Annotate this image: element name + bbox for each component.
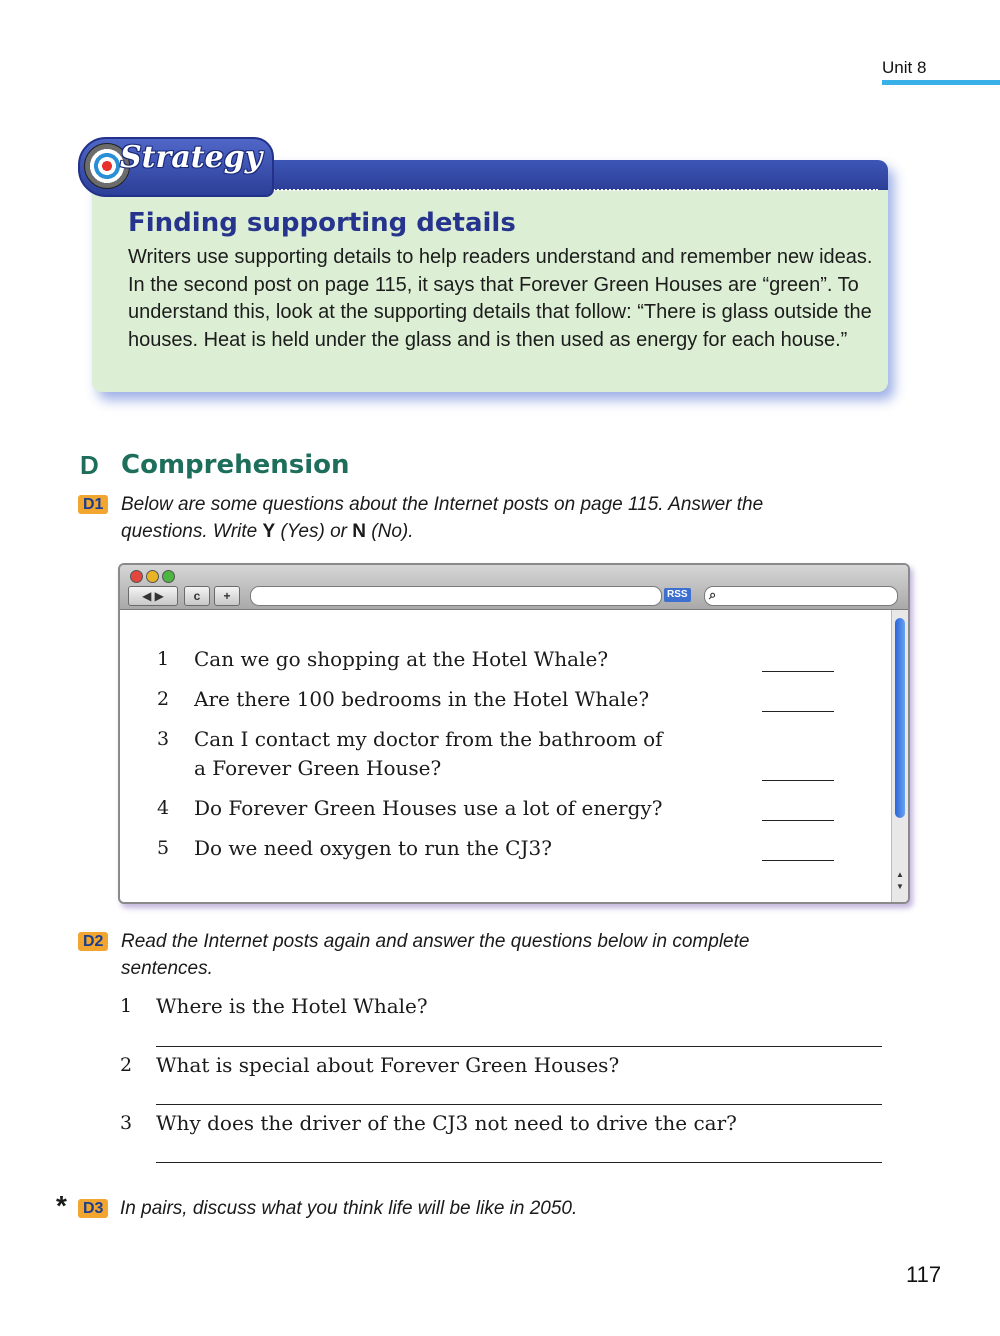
- back-forward-button[interactable]: ◀ ▶: [128, 586, 178, 606]
- challenge-star: *: [56, 1190, 67, 1221]
- d1-q5-number: 5: [157, 837, 170, 859]
- d1-q5-answer-blank[interactable]: [762, 860, 834, 861]
- d2-instruction: Read the Internet posts again and answer the questions below in complete sentences.: [121, 931, 750, 979]
- section-title: Comprehension: [121, 450, 350, 480]
- d1-q4-number: 4: [157, 797, 170, 819]
- d1-q3-text: Can I contact my doctor from the bathroom of: [194, 727, 663, 751]
- d1-q3-number: 3: [157, 728, 170, 750]
- d1-n-letter: N: [352, 521, 366, 542]
- d1-badge: D1: [78, 495, 108, 514]
- d1-instruction: [121, 491, 851, 545]
- d2-q1-number: 1: [120, 995, 133, 1017]
- unit-accent-bar: [882, 80, 1000, 85]
- d1-no-text: (No).: [366, 521, 414, 542]
- strategy-body: Writers use supporting details to help readers understand and remember new ideas. In the second post on page 115, it says that Forever Green Houses are “green”. To understand this, look at the supporting details that follow: “There is glass outside the houses. Heat is held under the glass and is then used as energy for each house.”: [128, 246, 873, 351]
- minimize-dot-icon[interactable]: [146, 570, 159, 583]
- d1-y-letter: Y: [262, 521, 276, 542]
- d2-q3-text: Why does the driver of the CJ3 not need to drive the car?: [156, 1111, 737, 1135]
- close-dot-icon[interactable]: [130, 570, 143, 583]
- scrollbar[interactable]: [891, 610, 908, 902]
- scroll-down-icon[interactable]: ▼: [896, 882, 904, 891]
- strategy-tab-label: Strategy: [120, 140, 263, 175]
- scroll-thumb[interactable]: [895, 618, 905, 818]
- reload-button[interactable]: c: [184, 586, 210, 606]
- scroll-up-icon[interactable]: ▲: [896, 870, 904, 879]
- d3-badge: D3: [78, 1199, 108, 1218]
- d1-q2-number: 2: [157, 688, 170, 710]
- d2-q3-number: 3: [120, 1112, 133, 1134]
- search-icon: ⌕: [709, 587, 717, 602]
- address-bar[interactable]: [250, 586, 662, 606]
- d1-q1-text: Can we go shopping at the Hotel Whale?: [194, 647, 609, 671]
- d1-q3-text-line2: a Forever Green House?: [194, 756, 442, 780]
- d2-q2-number: 2: [120, 1054, 133, 1076]
- d2-q2-text: What is special about Forever Green Houses?: [156, 1053, 620, 1077]
- d1-q1-number: 1: [157, 648, 170, 670]
- d1-q3-answer-blank[interactable]: [762, 780, 834, 781]
- d1-yes-text: (Yes) or: [275, 521, 353, 542]
- d2-q1-answer-line[interactable]: [156, 1046, 882, 1047]
- strategy-heading: Finding supporting details: [128, 208, 516, 238]
- d1-q2-answer-blank[interactable]: [762, 711, 834, 712]
- d3-instruction: In pairs, discuss what you think life will be like in 2050.: [120, 1198, 578, 1219]
- d1-q4-text: Do Forever Green Houses use a lot of energy?: [194, 796, 663, 820]
- d2-q3-answer-line[interactable]: [156, 1162, 882, 1163]
- d2-q1-text: Where is the Hotel Whale?: [156, 994, 428, 1018]
- d2-q2-answer-line[interactable]: [156, 1104, 882, 1105]
- browser-toolbar: [120, 565, 908, 610]
- d2-badge: D2: [78, 932, 108, 951]
- unit-label: Unit 8: [882, 58, 927, 77]
- d1-instruction-text: Below are some questions about the Internet posts on page 115. Answer the questions. Write: [121, 494, 764, 542]
- search-input[interactable]: [704, 586, 898, 606]
- d1-q1-answer-blank[interactable]: [762, 671, 834, 672]
- add-tab-button[interactable]: +: [214, 586, 240, 606]
- d1-q2-text: Are there 100 bedrooms in the Hotel Whale?: [194, 687, 650, 711]
- page-number: 117: [906, 1262, 942, 1287]
- section-letter: D: [80, 450, 99, 480]
- zoom-dot-icon[interactable]: [162, 570, 175, 583]
- d1-q4-answer-blank[interactable]: [762, 820, 834, 821]
- d1-q5-text: Do we need oxygen to run the CJ3?: [194, 836, 552, 860]
- rss-icon[interactable]: RSS: [664, 588, 691, 602]
